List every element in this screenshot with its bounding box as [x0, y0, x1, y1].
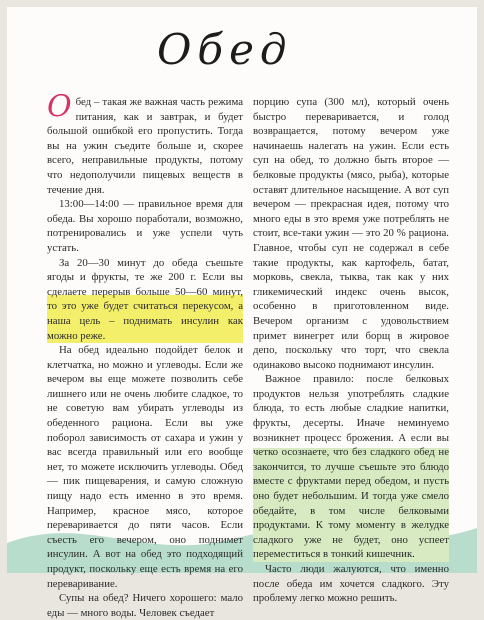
paragraph: На обед идеально подойдет белок и клетчатка, но можно и углеводы. Если же вечером вы еще можете позволить себе лишнего или не очень любите сладкое, то не советую вам убирать углеводы из обеденного рациона. Если вы уже поборол зависимость от сахара и ужин у вас всегда правильный или его вообще нет, то можете исключить углеводы. Обед — пик пищеварения, и самую сложную пищу надо есть именно в это время. Например, красное мясо, которое переваривается до пяти часов. Если съесть его вечером, оно поднимет инсулин. А вот на обед это подходящий продукт, поскольку еще есть время на его переваривание. [47, 344, 243, 590]
paragraph: Часто люди жалуются, что именно после обеда им хочется сладкого. Эту проблему легко можно решить. [253, 563, 449, 605]
paragraph: 13:00—14:00 — правильное время для обеда. Вы хорошо поработали, возможно, потренировались и уже успели чуть устать. [47, 198, 243, 254]
paragraph: Супы на обед? Ничего хорошего: мало еды — много воды. Человек съедает [47, 592, 243, 619]
left-column [47, 89, 243, 620]
page-title: Обед [157, 25, 293, 74]
paragraph: За 20—30 минут до обеда съешьте ягоды и фрукты, те же 200 г. Если вы сделаете перерыв больше 50—60 минут, то это уже будет считаться перекусом, а наша цель – поднимать инсулин как можно реже. [47, 256, 243, 342]
book-page [7, 7, 477, 619]
drop-cap: О [47, 89, 72, 124]
paragraph: Обед – такая же важная часть режима питания, как и завтрак, и будет большой ошибкой его пропустить. Тогда вы на ужин съедите больше и, скорее всего, неправильные продукты, потому что недополучили пищевых веществ в течение дня. [47, 89, 243, 196]
right-column [253, 95, 449, 606]
paragraph: Важное правило: после белковых продуктов нельзя употреблять сладкие блюда, то есть любые сладкие напитки, фрукты, десерты. Иначе неминуемо возникнет процесс брожения. А если вы четко осознаете, что без сладкого обед не закончится, то лучше съешьте это блюдо вместе с фруктами перед обедом, и пусть оно будет небольшим. И тогда уже смело обедайте, в том числе белковыми продуктами. К тому моменту в желудке сладкого уже не будет, оно успеет переместиться в тонкий кишечник. [253, 373, 449, 561]
paragraph: порцию супа (300 мл), который очень быстро переваривается, и голод возвращается, потому вечером уже начинаешь налегать на ужин. Если есть суп на обед, то должно быть второе — белковые продукты (мясо, рыба), которые оставят длительное насыщение. А вот суп вечером — прекрасная идея, потому что много еды в это время уже потреблять не стоит, все-таки ужин — это 20 % рациона. Главное, чтобы суп не содержал в себе такие продукты, как картофель, батат, морковь, свекла, тыква, так как у них гликемический индекс очень высок, особенно в приготовленном виде. Вечером организм с удовольствием примет винегрет или борщ в жировое депо, поскольку что торт, что свекла одинаково высоко поднимают инсулин. [253, 96, 449, 371]
